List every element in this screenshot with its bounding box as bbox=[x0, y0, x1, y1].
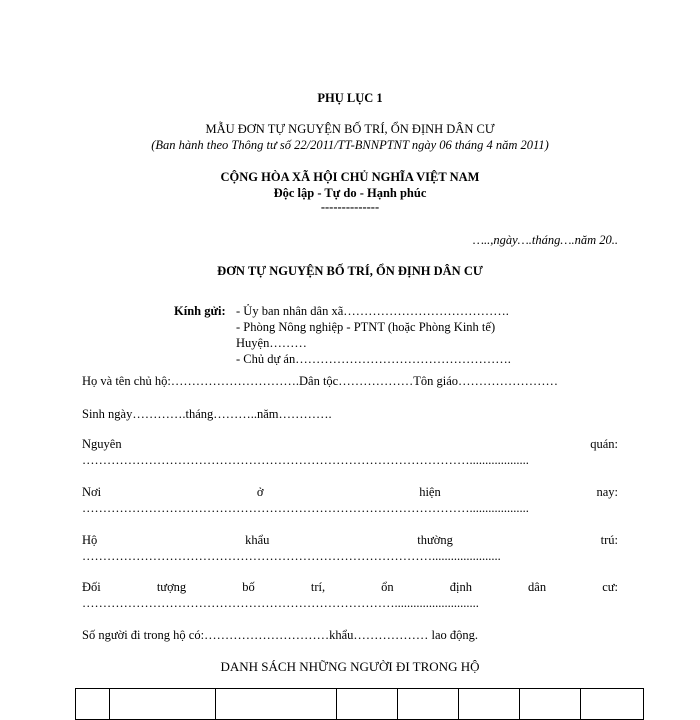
recipient-commune: - Ủy ban nhân dân xã…………………………………. bbox=[236, 304, 509, 318]
resettlement-subject-field-dots: …………………………………………………………………........................... bbox=[82, 596, 479, 610]
recipient-department: - Phòng Nông nghiệp - PTNT (hoặc Phòng Kinh tế) bbox=[236, 320, 496, 334]
recipient-district: Huyện……… bbox=[236, 336, 307, 350]
national-motto: Độc lập - Tự do - Hạnh phúc bbox=[273, 186, 427, 200]
permanent-residence-field-label: Hộ khẩu thường trú: bbox=[82, 533, 618, 547]
application-title: ĐƠN TỰ NGUYỆN BỐ TRÍ, ỔN ĐỊNH DÂN CƯ bbox=[217, 264, 483, 278]
date-line: …..,ngày….tháng….năm 20.. bbox=[472, 233, 618, 247]
country-name: CỘNG HÒA XÃ HỘI CHỦ NGHĨA VIỆT NAM bbox=[220, 170, 480, 184]
recipient-project-owner: - Chủ dự án……………………………………………. bbox=[236, 352, 511, 366]
table-row bbox=[76, 689, 644, 720]
residence-field-dots: …………………………………………………………………………………................... bbox=[82, 501, 529, 515]
resettlement-subject-field-label: Đối tượng bố trí, ổn định dân cư: bbox=[82, 580, 618, 594]
members-list-title: DANH SÁCH NHỮNG NGƯỜI ĐI TRONG HỘ bbox=[220, 659, 480, 674]
household-head-field: Họ và tên chủ hộ:………………………….Dân tộc………………Tôn giáo…………………… bbox=[82, 374, 558, 388]
birth-date-field: Sinh ngày………….tháng………..năm…………. bbox=[82, 407, 332, 421]
appendix-label: PHỤ LỤC 1 bbox=[317, 91, 383, 105]
motto-separator: -------------- bbox=[320, 200, 380, 214]
recipients-label: Kính gửi: bbox=[174, 304, 226, 318]
household-members-field: Số người đi trong hộ có:…………………………khẩu……………… lao động. bbox=[82, 628, 479, 642]
form-template-title: MẪU ĐƠN TỰ NGUYỆN BỐ TRÍ, ỔN ĐỊNH DÂN CƯ bbox=[205, 122, 495, 136]
residence-field-label: Nơi ở hiện nay: bbox=[82, 485, 618, 499]
issued-by-note: (Ban hành theo Thông tư số 22/2011/TT-BNNPTNT ngày 06 tháng 4 năm 2011) bbox=[151, 138, 549, 152]
hometown-field-dots: …………………………………………………………………………………................... bbox=[82, 453, 529, 467]
permanent-residence-field-dots: …………………………………………………………………………...................... bbox=[82, 549, 501, 563]
hometown-field-label: Nguyên quán: bbox=[82, 437, 618, 451]
members-table bbox=[75, 688, 644, 720]
